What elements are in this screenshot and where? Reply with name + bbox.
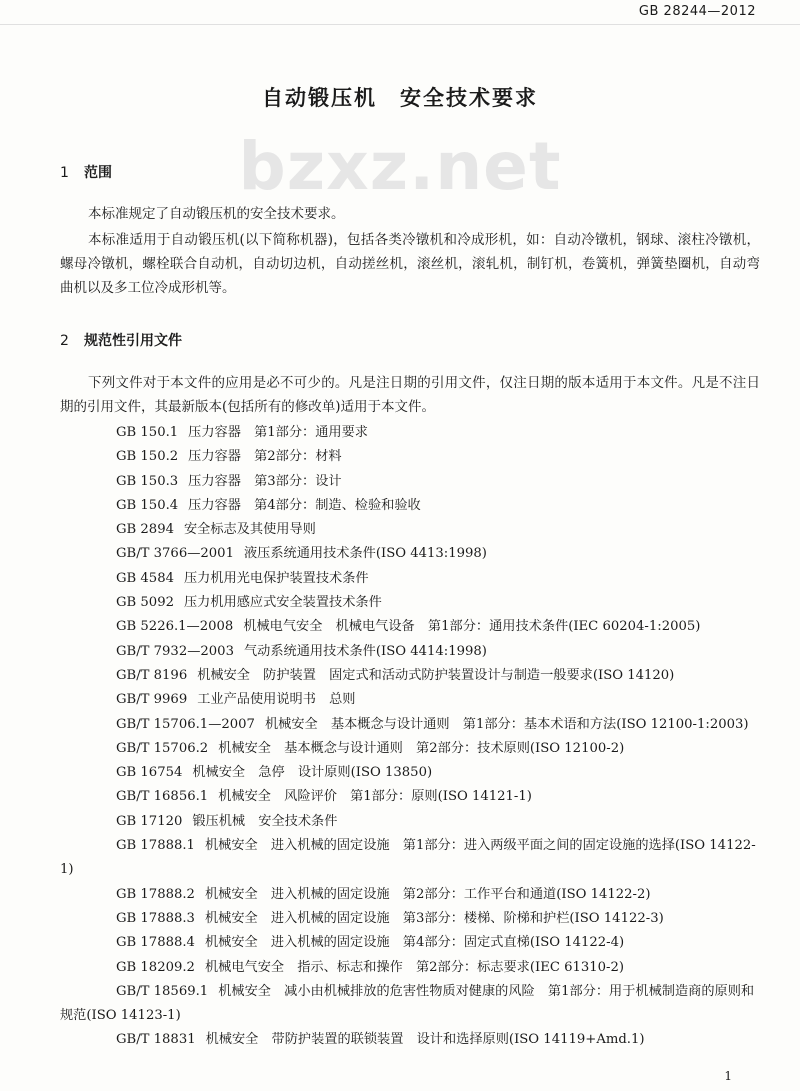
reference-item [60,615,766,639]
reference-title: 机械电气安全 指示、标志和操作 第2部分：标志要求(IEC 61310-2) [204,959,625,975]
reference-item [60,664,766,688]
reference-title: 机械安全 基本概念与设计通则 第1部分：基本术语和方法(ISO 12100-1:2003) [264,716,749,732]
reference-title: 机械安全 防护装置 固定式和活动式防护装置设计与制造一般要求(ISO 14120) [197,667,675,683]
reference-item [60,761,766,785]
reference-item [60,834,766,883]
reference-title: 压力机用感应式安全装置技术条件 [183,595,382,611]
reference-code: GB 5092 [116,595,174,611]
section-heading-normative-references [60,330,182,350]
reference-title: 机械安全 带防护装置的联锁装置 设计和选择原则(ISO 14119+Amd.1) [205,1032,645,1048]
watermark: bzxz.net [238,128,562,205]
section-number: 1 [60,165,69,181]
reference-code: GB 16754 [116,765,183,781]
reference-item [60,980,766,1029]
reference-code: GB 17888.2 [116,886,195,902]
reference-title: 机械安全 进入机械的固定设施 第1部分：进入两级平面之间的固定设施的选择(ISO 14122-1) [60,838,756,878]
reference-code: GB/T 16856.1 [116,789,209,805]
page-title: 自动锻压机 安全技术要求 [262,86,538,110]
reference-item [60,421,766,445]
section-title: 规范性引用文件 [84,333,182,349]
reference-title: 压力容器 第3部分：设计 [188,473,342,489]
reference-code: GB/T 3766—2001 [116,546,234,562]
reference-item [60,713,766,737]
reference-code: GB/T 18831 [116,1032,196,1048]
reference-code: GB 17120 [116,813,183,829]
reference-item [60,591,766,615]
reference-code: GB/T 9969 [116,692,188,708]
reference-title: 安全标志及其使用导则 [183,522,316,538]
reference-item [60,785,766,809]
reference-title: 工业产品使用说明书 总则 [197,692,356,708]
reference-title: 机械安全 风险评价 第1部分：原则(ISO 14121-1) [218,789,532,805]
reference-code: GB 17888.1 [116,838,195,854]
reference-title: 机械安全 减小由机械排放的危害性物质对健康的风险 第1部分：用于机械制造商的原则和规范(ISO 14123-1) [60,983,755,1024]
reference-title: 机械安全 进入机械的固定设施 第2部分：工作平台和通道(ISO 14122-2) [204,886,651,902]
reference-item [60,907,766,931]
reference-title: 气动系统通用技术条件(ISO 4414:1998) [243,643,487,659]
reference-item [60,883,766,907]
reference-item [60,737,766,761]
reference-title: 机械安全 基本概念与设计通则 第2部分：技术原则(ISO 12100-2) [218,740,625,756]
reference-item [60,445,766,469]
reference-title: 机械电气安全 机械电气设备 第1部分：通用技术条件(IEC 60204-1:2005) [243,619,701,635]
reference-list [60,421,766,1053]
paragraph: 本标准适用于自动锻压机(以下简称机器)，包括各类冷镦机和冷成形机，如：自动冷镦机，钢球、滚柱冷镦机，螺母冷镦机，螺栓联合自动机，自动切边机，自动搓丝机，滚丝机，滚轧机，制钉机，卷簧机，弹簧垫圈机，自动弯曲机以及多工位冷成形机等。 [60,232,760,296]
reference-item [60,542,766,566]
reference-item [60,956,766,980]
reference-item [60,470,766,494]
reference-code: GB 18209.2 [116,959,195,975]
reference-code: GB/T 15706.2 [116,740,209,756]
reference-title: 压力容器 第1部分：通用要求 [188,425,368,440]
reference-code: GB 2894 [116,522,174,538]
reference-item [60,640,766,664]
reference-item [60,688,766,712]
reference-code: GB/T 15706.1—2007 [116,716,255,732]
reference-title: 机械安全 急停 设计原则(ISO 13850) [192,765,433,781]
reference-item [60,931,766,955]
section-title: 范围 [84,165,112,181]
reference-code: GB 150.1 [116,425,179,440]
reference-code: GB 150.2 [116,449,179,465]
reference-code: GB 150.3 [116,473,179,489]
reference-title: 机械安全 进入机械的固定设施 第4部分：固定式直梯(ISO 14122-4) [204,935,625,951]
reference-title: 液压系统通用技术条件(ISO 4413:1998) [243,546,487,562]
reference-code: GB 5226.1—2008 [116,619,234,635]
reference-code: GB/T 7932—2003 [116,643,234,659]
reference-title: 压力容器 第4部分：制造、检验和验收 [188,497,421,513]
page-number: 1 [724,1069,732,1083]
paragraph: 下列文件对于本文件的应用是必不可少的。凡是注日期的引用文件，仅注日期的版本适用于本文件。凡是不注日期的引用文件，其最新版本(包括所有的修改单)适用于本文件。 [60,375,760,415]
reference-title: 机械安全 进入机械的固定设施 第3部分：楼梯、阶梯和护栏(ISO 14122-3) [204,910,664,926]
reference-item [60,518,766,542]
reference-item [60,810,766,834]
header-rule [0,24,800,25]
reference-item [60,1028,766,1052]
paragraph: 本标准规定了自动锻压机的安全技术要求。 [88,206,345,222]
section-heading-scope [60,162,112,182]
reference-code: GB/T 8196 [116,667,188,683]
reference-title: 压力容器 第2部分：材料 [188,449,342,465]
standard-code: GB 28244—2012 [638,4,756,19]
reference-item [60,494,766,518]
reference-code: GB 17888.4 [116,935,195,951]
reference-title: 压力机用光电保护装置技术条件 [183,570,369,586]
reference-code: GB 17888.3 [116,910,195,926]
reference-code: GB 4584 [116,570,174,586]
reference-code: GB 150.4 [116,497,179,513]
reference-item [60,567,766,591]
section-number: 2 [60,333,69,349]
reference-code: GB/T 18569.1 [116,983,209,999]
reference-title: 锻压机械 安全技术条件 [192,813,338,829]
